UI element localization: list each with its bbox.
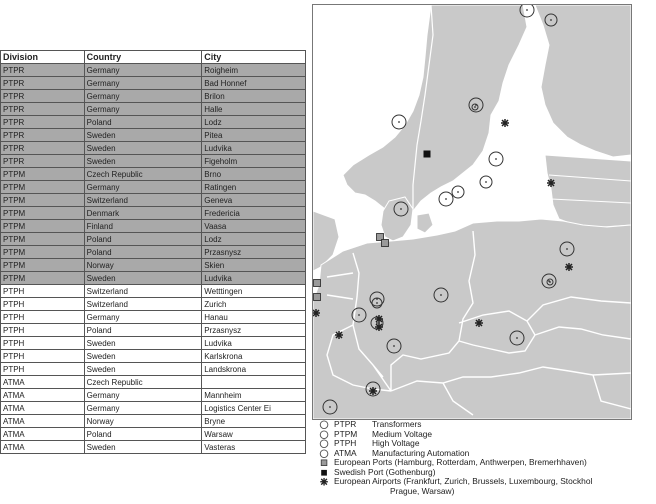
cell-city: Vaasa [202, 220, 306, 233]
table-row [1, 194, 306, 207]
table-row [1, 350, 306, 363]
table-row [1, 376, 306, 389]
legend-airports-cont [318, 487, 656, 497]
land-baltics [545, 155, 631, 227]
cell-division: PTPH [1, 363, 85, 376]
facility-dot [440, 294, 442, 296]
cell-city: Zurich [202, 298, 306, 311]
legend-swedish-port-text: Swedish Port (Gothenburg) [334, 466, 436, 477]
airport-asterisk-marker [369, 387, 377, 395]
cell-city: Vasteras [202, 441, 306, 454]
table-header-row [1, 51, 306, 64]
cell-division: PTPM [1, 220, 85, 233]
table-row [1, 389, 306, 402]
cell-country: Poland [84, 324, 202, 337]
cell-country: Germany [84, 389, 202, 402]
table-row [1, 246, 306, 259]
black-square-icon [318, 468, 332, 478]
cell-division: PTPR [1, 116, 85, 129]
airport-asterisk-marker [375, 323, 383, 331]
cell-city: Wetttingen [202, 285, 306, 298]
land-finland [535, 5, 631, 157]
cell-city: Skien [202, 259, 306, 272]
facility-dot [549, 281, 551, 283]
table-row [1, 155, 306, 168]
cell-country: Poland [84, 116, 202, 129]
facility-dot [516, 337, 518, 339]
table-row [1, 207, 306, 220]
grey-square-icon [318, 458, 332, 468]
cell-city: Lodz [202, 233, 306, 246]
cell-city: Hanau [202, 311, 306, 324]
asterisk-icon [318, 477, 332, 487]
airport-asterisk-marker [501, 119, 509, 127]
cell-division: ATMA [1, 402, 85, 415]
table-row [1, 324, 306, 337]
legend-code: PTPH [334, 438, 357, 448]
table-row [1, 129, 306, 142]
header-division: Division [1, 51, 85, 64]
cell-city: Bryne [202, 415, 306, 428]
cell-city: Ludvika [202, 272, 306, 285]
legend-desc: Transformers [372, 419, 422, 429]
facility-dot [400, 208, 402, 210]
table-row [1, 64, 306, 77]
cell-city: Pitea [202, 129, 306, 142]
cell-city: Ludvika [202, 337, 306, 350]
airport-asterisk-marker [375, 315, 383, 323]
ring-icon [318, 430, 332, 440]
cell-city: Figeholm [202, 155, 306, 168]
cell-country: Poland [84, 246, 202, 259]
map-panel [312, 4, 632, 420]
cell-country: Denmark [84, 207, 202, 220]
cell-city: Brno [202, 168, 306, 181]
table-row [1, 116, 306, 129]
cell-division: PTPH [1, 337, 85, 350]
cell-country: Germany [84, 64, 202, 77]
table-row [1, 363, 306, 376]
facility-dot [550, 19, 552, 21]
legend-ptph [318, 439, 656, 449]
ring-icon [318, 439, 332, 449]
cell-division: PTPM [1, 259, 85, 272]
european-port-marker [382, 240, 389, 247]
cell-country: Sweden [84, 363, 202, 376]
table-row [1, 285, 306, 298]
europe-map [313, 5, 631, 419]
european-port-marker [314, 294, 321, 301]
cell-country: Switzerland [84, 194, 202, 207]
cell-city: Ratingen [202, 181, 306, 194]
cell-division: PTPR [1, 64, 85, 77]
airport-asterisk-marker [335, 331, 343, 339]
cell-country: Germany [84, 103, 202, 116]
facility-dot [526, 9, 528, 11]
facility-dot [329, 406, 331, 408]
header-city: City [202, 51, 306, 64]
ring-icon [318, 420, 332, 430]
map-legend [318, 420, 656, 496]
table-row [1, 337, 306, 350]
table-row [1, 272, 306, 285]
cell-division: ATMA [1, 415, 85, 428]
cell-country: Sweden [84, 129, 202, 142]
table-row [1, 311, 306, 324]
cell-country: Sweden [84, 350, 202, 363]
legend-ptpr [318, 420, 656, 430]
cell-city: Przasnysz [202, 246, 306, 259]
facility-dot [358, 314, 360, 316]
cell-division: PTPR [1, 155, 85, 168]
cell-city: Przasnysz [202, 324, 306, 337]
cell-division: PTPM [1, 168, 85, 181]
table-row [1, 233, 306, 246]
cell-division: PTPH [1, 324, 85, 337]
facility-dot [495, 158, 497, 160]
cell-country: Czech Republic [84, 376, 202, 389]
cell-country: Germany [84, 90, 202, 103]
cell-division: PTPM [1, 207, 85, 220]
cell-city [202, 376, 306, 389]
cell-division: ATMA [1, 441, 85, 454]
table-row [1, 103, 306, 116]
european-port-marker [314, 280, 321, 287]
facility-dot [474, 106, 476, 108]
facility-dot [485, 181, 487, 183]
cell-division: PTPR [1, 103, 85, 116]
legend-desc: High Voltage [372, 438, 420, 448]
facility-dot [393, 345, 395, 347]
legend-code: PTPM [334, 428, 358, 439]
cell-country: Finland [84, 220, 202, 233]
cell-city: Brilon [202, 90, 306, 103]
cell-division: PTPR [1, 129, 85, 142]
cell-division: PTPH [1, 311, 85, 324]
table-row [1, 90, 306, 103]
cell-division: PTPM [1, 181, 85, 194]
table-row [1, 441, 306, 454]
legend-airports-text-2: Prague, Warsaw) [390, 485, 455, 496]
airport-asterisk-marker [547, 179, 555, 187]
table-row [1, 259, 306, 272]
cell-city: Lodz [202, 116, 306, 129]
facility-dot [398, 121, 400, 123]
ring-icon [318, 449, 332, 459]
cell-country: Czech Republic [84, 168, 202, 181]
cell-division: PTPH [1, 298, 85, 311]
cell-division: PTPM [1, 233, 85, 246]
cell-division: ATMA [1, 428, 85, 441]
legend-desc: Medium Voltage [372, 428, 433, 439]
table-row [1, 415, 306, 428]
legend-airports [318, 477, 656, 487]
cell-country: Sweden [84, 272, 202, 285]
cell-country: Sweden [84, 337, 202, 350]
cell-country: Germany [84, 402, 202, 415]
cell-country: Germany [84, 77, 202, 90]
cell-division: ATMA [1, 376, 85, 389]
cell-country: Sweden [84, 142, 202, 155]
cell-country: Norway [84, 259, 202, 272]
cell-division: PTPM [1, 272, 85, 285]
cell-division: ATMA [1, 389, 85, 402]
legend-ptpm [318, 430, 656, 440]
cell-country: Germany [84, 311, 202, 324]
cell-city: Landskrona [202, 363, 306, 376]
cell-division: PTPR [1, 142, 85, 155]
table-row [1, 77, 306, 90]
swedish-port-marker [424, 151, 431, 158]
legend-ports-text: European Ports (Hamburg, Rotterdam, Anthwerpen, Bremerhhaven) [334, 457, 587, 467]
table-row [1, 220, 306, 233]
facility-dot [566, 248, 568, 250]
table-row [1, 402, 306, 415]
cell-city: Logistics Center Ei [202, 402, 306, 415]
table-row [1, 168, 306, 181]
legend-code: ATMA [334, 447, 357, 458]
cell-city: Fredericia [202, 207, 306, 220]
cell-division: PTPH [1, 285, 85, 298]
cell-country: Norway [84, 415, 202, 428]
table-row [1, 142, 306, 155]
land-scandinavia [343, 5, 527, 225]
airport-asterisk-marker [565, 263, 573, 271]
cell-division: PTPM [1, 246, 85, 259]
table-row [1, 298, 306, 311]
cell-country: Poland [84, 428, 202, 441]
legend-desc: Manufacturing Automation [372, 447, 470, 458]
cell-city: Mannheim [202, 389, 306, 402]
cell-division: PTPR [1, 90, 85, 103]
facility-dot [445, 198, 447, 200]
cell-country: Sweden [84, 441, 202, 454]
cell-division: PTPR [1, 77, 85, 90]
cell-country: Germany [84, 181, 202, 194]
table-row [1, 181, 306, 194]
airport-asterisk-marker [313, 309, 320, 317]
cell-country: Sweden [84, 155, 202, 168]
cell-division: PTPH [1, 350, 85, 363]
land-zealand [417, 213, 433, 233]
facility-dot [457, 191, 459, 193]
cell-city: Karlskrona [202, 350, 306, 363]
cell-country: Switzerland [84, 285, 202, 298]
airport-asterisk-marker [475, 319, 483, 327]
cell-city: Halle [202, 103, 306, 116]
facility-table [0, 50, 306, 454]
cell-city: Bad Honnef [202, 77, 306, 90]
cell-country: Switzerland [84, 298, 202, 311]
cell-city: Roigheim [202, 64, 306, 77]
table-body [1, 64, 306, 454]
legend-airports-text: European Airports (Frankfurt, Zurich, Brussels, Luxembourg, Stockhol [334, 476, 593, 486]
table-row [1, 428, 306, 441]
cell-country: Poland [84, 233, 202, 246]
legend-code: PTPR [334, 419, 357, 429]
header-country: Country [84, 51, 202, 64]
facility-dot [376, 302, 378, 304]
cell-city: Warsaw [202, 428, 306, 441]
cell-city: Ludvika [202, 142, 306, 155]
cell-division: PTPM [1, 194, 85, 207]
cell-city: Geneva [202, 194, 306, 207]
